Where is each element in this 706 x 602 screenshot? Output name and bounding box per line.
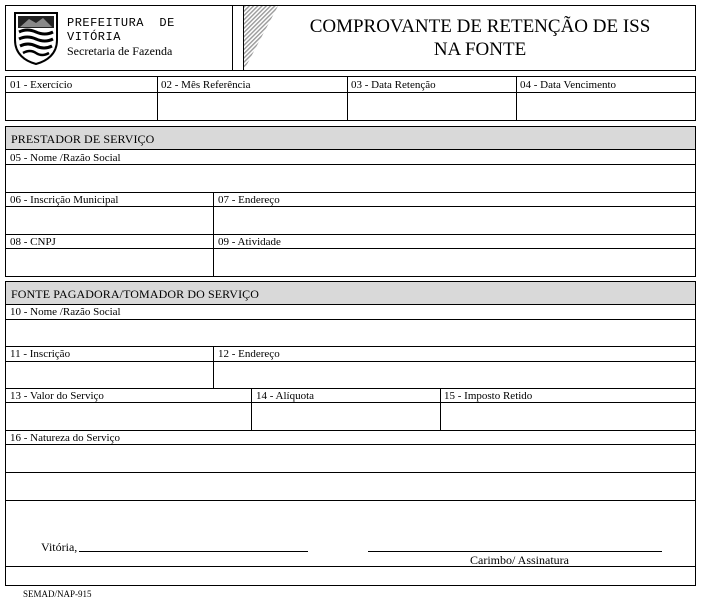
prestador-divider-4 bbox=[5, 206, 696, 207]
signature-line bbox=[368, 551, 662, 552]
tomador-col-divider-2 bbox=[251, 388, 252, 430]
signature-city-label: Vitória, bbox=[41, 540, 78, 554]
prestador-divider-2 bbox=[5, 164, 696, 165]
document-title-line1: COMPROVANTE DE RETENÇÃO DE ISS bbox=[309, 16, 651, 37]
document-title-line2: NA FONTE bbox=[433, 39, 527, 60]
tomador-section-title: FONTE PAGADORA/TOMADOR DO SERVIÇO bbox=[6, 282, 695, 304]
form-code: SEMAD/NAP-915 bbox=[23, 589, 92, 599]
tomador-divider-11 bbox=[5, 566, 696, 567]
date-line bbox=[79, 551, 308, 552]
field-label-natureza-servico: 16 - Natureza do Serviço bbox=[10, 432, 120, 444]
tomador-divider-10 bbox=[5, 500, 696, 501]
tomador-divider-3 bbox=[5, 346, 696, 347]
field-label-tomador-endereco: 12 - Endereço bbox=[218, 348, 280, 360]
tomador-divider-9 bbox=[5, 472, 696, 473]
field-label-prestador-endereco: 07 - Endereço bbox=[218, 194, 280, 206]
field-label-tomador-inscricao: 11 - Inscrição bbox=[10, 348, 71, 360]
prestador-divider-3 bbox=[5, 192, 696, 193]
field-label-exercicio: 01 - Exercício bbox=[10, 79, 73, 91]
prestador-divider-5 bbox=[5, 234, 696, 235]
vitoria-coat-of-arms-logo bbox=[11, 10, 61, 66]
field-label-tomador-nome: 10 - Nome /Razão Social bbox=[10, 306, 121, 318]
tomador-divider-4 bbox=[5, 361, 696, 362]
field-label-data-retencao: 03 - Data Retenção bbox=[351, 79, 436, 91]
tomador-divider-7 bbox=[5, 430, 696, 431]
tomador-col-divider-1 bbox=[213, 346, 214, 388]
org-department: Secretaria de Fazenda bbox=[67, 44, 173, 58]
tomador-col-divider-3 bbox=[440, 388, 441, 430]
field-label-valor-servico: 13 - Valor do Serviço bbox=[10, 390, 104, 402]
field-label-data-vencimento: 04 - Data Vencimento bbox=[520, 79, 617, 91]
field-label-inscricao-municipal: 06 - Inscrição Municipal bbox=[10, 194, 119, 206]
field-label-prestador-nome: 05 - Nome /Razão Social bbox=[10, 152, 121, 164]
tomador-divider-2 bbox=[5, 319, 696, 320]
tomador-divider-8 bbox=[5, 444, 696, 445]
period-col-divider-3 bbox=[516, 76, 517, 121]
tomador-divider-5 bbox=[5, 388, 696, 389]
prestador-divider-1 bbox=[5, 149, 696, 150]
field-label-atividade: 09 - Atividade bbox=[218, 236, 281, 248]
tomador-divider-6 bbox=[5, 402, 696, 403]
header-divider-1 bbox=[232, 5, 233, 71]
field-label-cnpj: 08 - CNPJ bbox=[10, 236, 56, 248]
org-name-line1: PREFEITURA DE bbox=[67, 16, 175, 30]
org-name-line2: VITÓRIA bbox=[67, 30, 121, 44]
period-col-divider-2 bbox=[347, 76, 348, 121]
tomador-divider-1 bbox=[5, 304, 696, 305]
field-label-mes-referencia: 02 - Mês Referência bbox=[161, 79, 251, 91]
prestador-divider-6 bbox=[5, 248, 696, 249]
prestador-section-title: PRESTADOR DE SERVIÇO bbox=[6, 127, 695, 149]
signature-stamp-label: Carimbo/ Assinatura bbox=[470, 553, 569, 567]
period-fields-divider bbox=[5, 92, 696, 93]
period-col-divider-1 bbox=[157, 76, 158, 121]
field-label-aliquota: 14 - Alíquota bbox=[256, 390, 315, 402]
field-label-imposto-retido: 15 - Imposto Retido bbox=[444, 390, 533, 402]
